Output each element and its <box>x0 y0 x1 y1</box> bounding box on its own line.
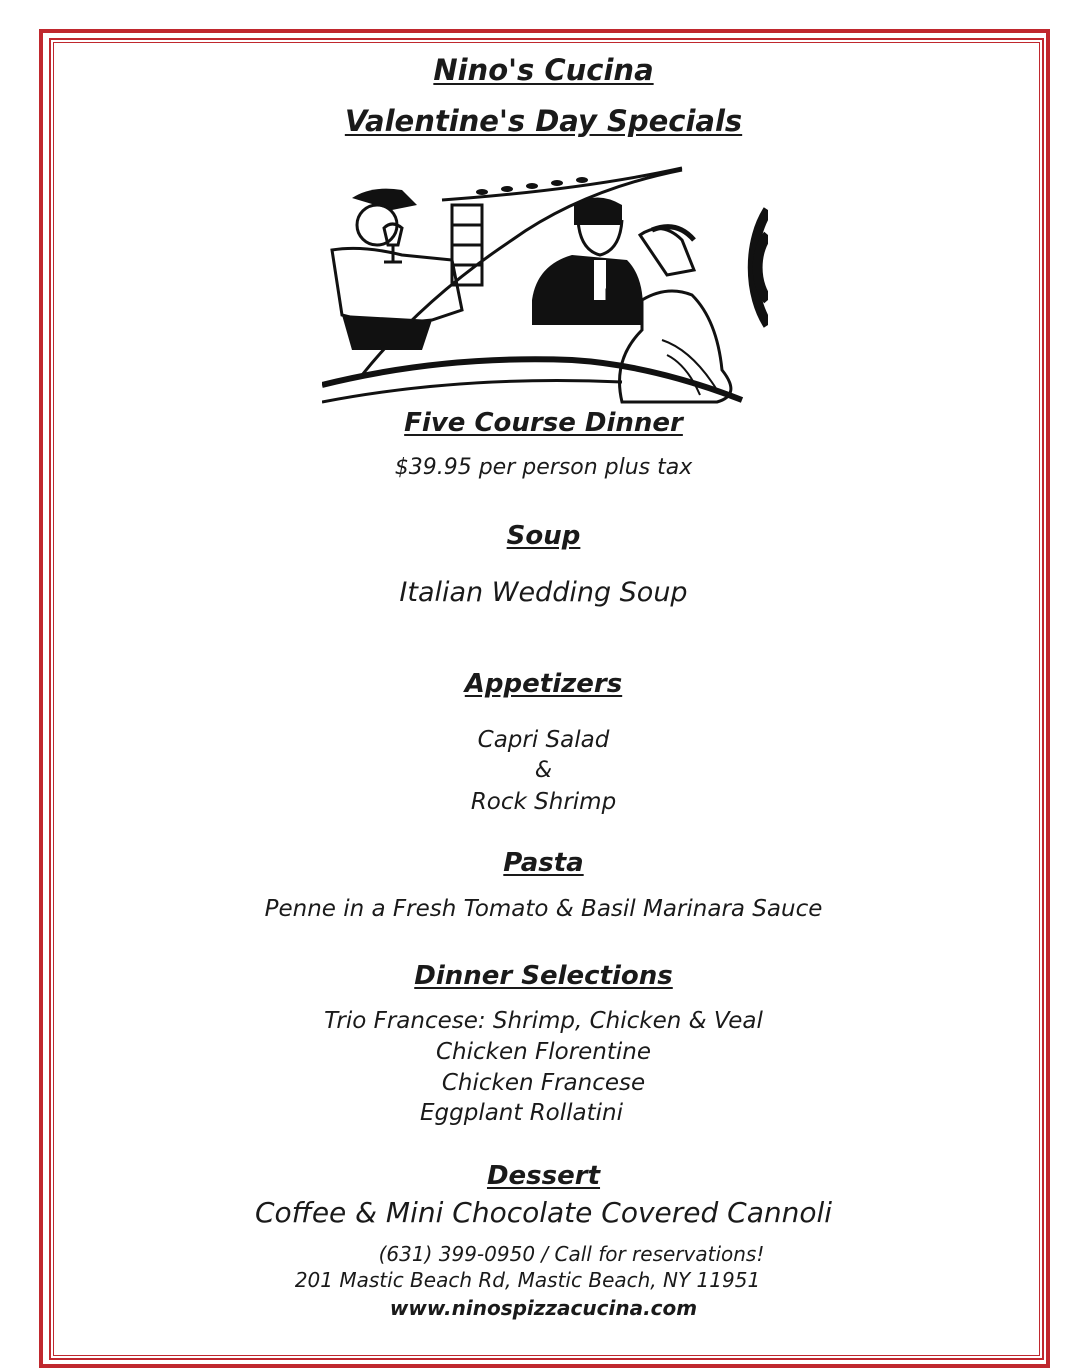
phone-reservations: (631) 399-0950 / Call for reservations! <box>378 1242 765 1266</box>
pasta-item: Penne in a Fresh Tomato & Basil Marinara Sauce <box>264 896 823 922</box>
soup-heading: Soup <box>506 521 581 551</box>
dessert-item: Coffee & Mini Chocolate Covered Cannoli <box>254 1196 833 1229</box>
five-course-heading: Five Course Dinner <box>404 408 683 438</box>
appetizers-heading: Appetizers <box>464 669 623 699</box>
address: 201 Mastic Beach Rd, Mastic Beach, NY 11951 <box>294 1268 761 1292</box>
restaurant-name: Nino's Cucina <box>433 53 654 87</box>
pasta-heading: Pasta <box>503 848 584 878</box>
dinner-selections-heading: Dinner Selections <box>414 961 673 991</box>
couple-at-bar-illustration <box>322 150 768 404</box>
dinner-item: Trio Francese: Shrimp, Chicken & Veal <box>324 1008 763 1034</box>
dinner-item: Eggplant Rollatini <box>419 1100 624 1126</box>
appetizer-item: Rock Shrimp <box>470 789 617 815</box>
soup-item: Italian Wedding Soup <box>399 577 688 608</box>
price-text: $39.95 per person plus tax <box>394 455 693 480</box>
website-link[interactable]: www.ninospizzacucina.com <box>389 1296 698 1320</box>
dinner-item: Chicken Francese <box>441 1070 646 1096</box>
dinner-item: Chicken Florentine <box>435 1039 652 1065</box>
menu-title: Valentine's Day Specials <box>344 104 743 138</box>
appetizer-item: Capri Salad <box>477 727 610 753</box>
dessert-heading: Dessert <box>486 1161 601 1191</box>
appetizer-ampersand: & <box>534 758 553 783</box>
